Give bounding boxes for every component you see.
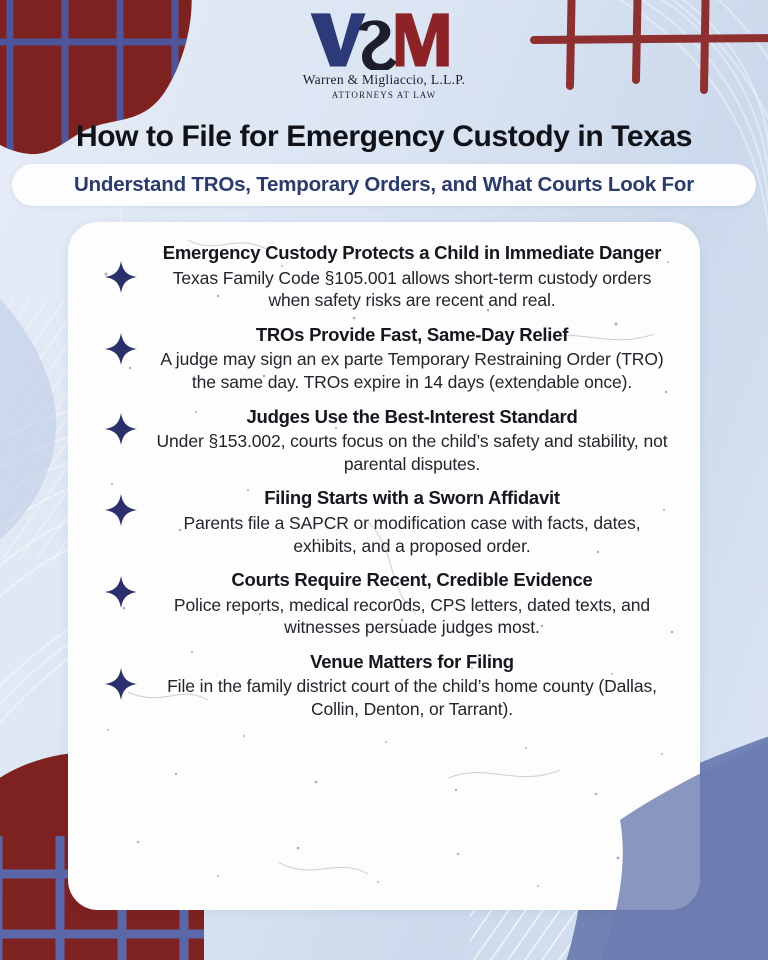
list-item bbox=[86, 324, 682, 394]
list-item-heading: Judges Use the Best-Interest Standard bbox=[246, 405, 578, 427]
list-item bbox=[86, 651, 682, 721]
list-item-heading: TROs Provide Fast, Same-Day Relief bbox=[255, 323, 569, 345]
list-item bbox=[86, 487, 682, 557]
logo-monogram-icon bbox=[300, 8, 468, 70]
subtitle-text: Understand TROs, Temporary Orders, and What Courts Look For bbox=[74, 173, 694, 196]
list-item-heading: Courts Require Recent, Credible Evidence bbox=[231, 569, 593, 591]
page-title: How to File for Emergency Custody in Texas bbox=[75, 120, 693, 153]
brand-logo bbox=[0, 8, 768, 112]
list-item-body: Parents file a SAPCR or modification case with facts, dates, exhibits, and a proposed order. bbox=[183, 512, 641, 556]
subtitle-banner bbox=[12, 164, 756, 206]
logo-firm-name: Warren & Migliaccio, L.L.P. bbox=[302, 72, 466, 87]
list-item-body: A judge may sign an ex parte Temporary Restraining Order (TRO) the same day. TROs expire in 14 days (extendable once). bbox=[160, 349, 664, 392]
list-item-body: Under §153.002, courts focus on the child’s safety and stability, not parental disputes. bbox=[156, 431, 668, 474]
four-point-star-icon bbox=[104, 260, 138, 294]
content-card bbox=[68, 222, 700, 910]
list-item-heading: Filing Starts with a Sworn Affidavit bbox=[264, 487, 560, 509]
four-point-star-icon bbox=[104, 412, 138, 446]
four-point-star-icon bbox=[104, 575, 138, 609]
list-item-body: Texas Family Code §105.001 allows short-term custody orders when safety risks are recent and real. bbox=[172, 267, 652, 311]
list-item-body: Police reports, medical recor0ds, CPS letters, dated texts, and witnesses persuade judges most. bbox=[173, 594, 651, 638]
list-item bbox=[86, 569, 682, 639]
list-item-body: File in the family district court of the child’s home county (Dallas, Collin, Denton, or Tarrant). bbox=[167, 676, 657, 720]
four-point-star-icon bbox=[104, 332, 138, 366]
list-item-heading: Venue Matters for Filing bbox=[310, 650, 514, 672]
four-point-star-icon bbox=[104, 493, 138, 527]
list-item-heading: Emergency Custody Protects a Child in Immediate Danger bbox=[162, 242, 662, 263]
list-item bbox=[86, 242, 682, 312]
list-item bbox=[86, 406, 682, 476]
four-point-star-icon bbox=[104, 667, 138, 701]
logo-tagline: ATTORNEYS AT LAW bbox=[331, 90, 437, 100]
